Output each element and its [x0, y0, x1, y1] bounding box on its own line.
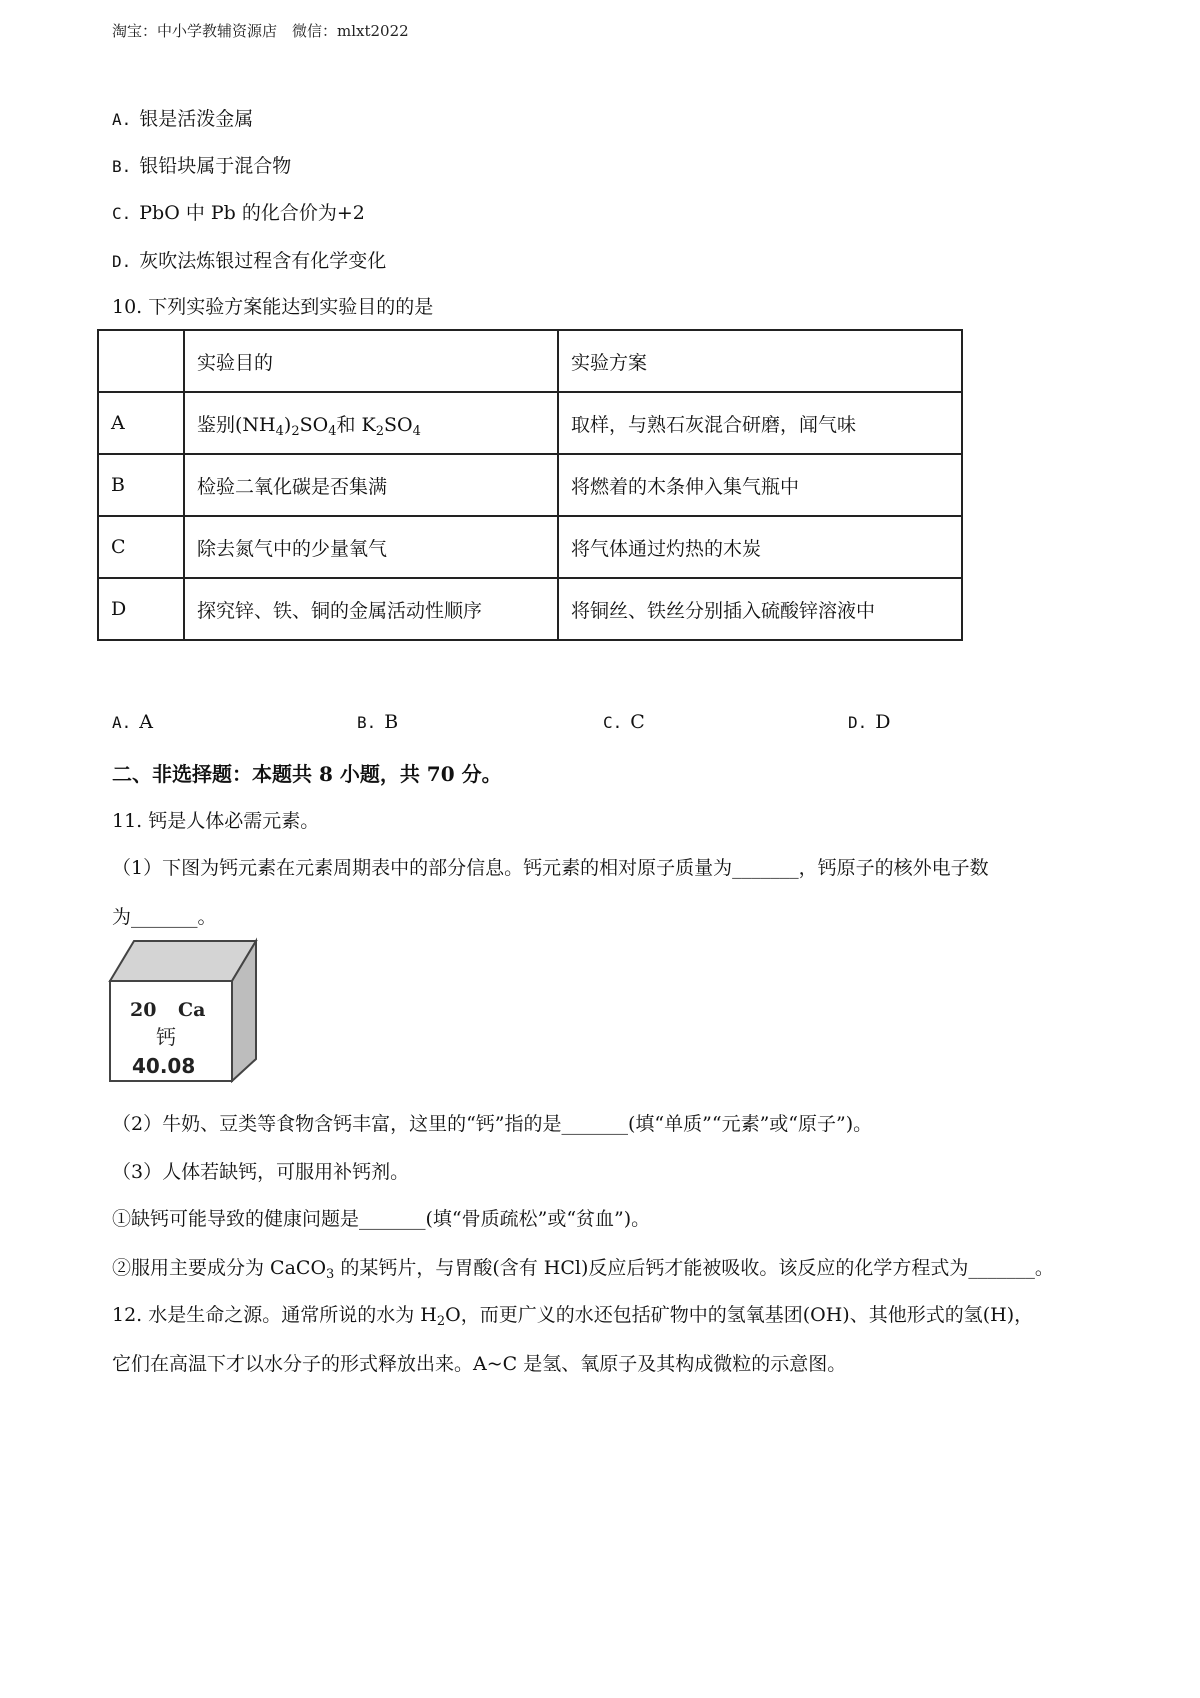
row-purpose: 探究锌、铁、铜的金属活动性顺序	[184, 578, 558, 640]
element-symbol: Ca	[178, 999, 206, 1021]
option-text: PbO 中 Pb 的化合价为+2	[139, 202, 365, 224]
option-letter: D.	[112, 252, 132, 271]
q10-answer-c	[603, 711, 645, 733]
q11-part3-1: ①缺钙可能导致的健康问题是_______(填“骨质疏松”或“贫血”)。	[112, 1208, 651, 1230]
element-name: 钙	[156, 1025, 176, 1049]
table-header-cell: 实验目的	[184, 330, 558, 392]
calcium-element-cube	[108, 937, 258, 1083]
row-purpose: 鉴别$(NH_4)_2SO_4$和 $K_2SO_4$	[184, 392, 558, 454]
row-label: D	[98, 578, 184, 640]
element-number: 20	[130, 999, 157, 1021]
section-title: 二、非选择题：本题共 8 小题，共 70 分。	[112, 762, 502, 786]
option-text: C	[630, 711, 645, 733]
row-purpose: 检验二氧化碳是否集满	[184, 454, 558, 516]
option-letter: B.	[112, 157, 132, 176]
q9-option-c	[112, 198, 365, 225]
q10-answer-d	[848, 711, 891, 733]
option-text: 灰吹法炼银过程含有化学变化	[139, 250, 387, 272]
q11-part3-2: ②服用主要成分为 CaCO$_3$ 的某钙片，与胃酸(含有 HCl)反应后钙才能被吸收。该反应的化学方程式为_______。	[112, 1257, 1054, 1282]
option-text: B	[384, 711, 399, 733]
q11-part1-line1: （1）下图为钙元素在元素周期表中的部分信息。钙元素的相对原子质量为_______，钙原子的核外电子数	[112, 857, 989, 879]
row-label: C	[98, 516, 184, 578]
element-mass: 40.08	[132, 1054, 196, 1078]
row-label: A	[98, 392, 184, 454]
q11-part2: （2）牛奶、豆类等食物含钙丰富，这里的“钙”指的是_______(填“单质”“元素”或“原子”)。	[112, 1113, 873, 1135]
q9-option-d	[112, 246, 386, 273]
option-text: D	[875, 711, 891, 733]
option-letter: B.	[357, 713, 377, 732]
row-plan: 将铜丝、铁丝分别插入硫酸锌溶液中	[558, 578, 962, 640]
option-text: A	[139, 711, 153, 733]
option-letter: A.	[112, 110, 132, 129]
q11-part3: （3）人体若缺钙，可服用补钙剂。	[112, 1161, 410, 1183]
table-header-cell: 实验方案	[558, 330, 962, 392]
option-text: 银铅块属于混合物	[139, 155, 292, 177]
row-label: B	[98, 454, 184, 516]
q11-stem: 11. 钙是人体必需元素。	[112, 810, 320, 832]
row-plan: 将气体通过灼热的木炭	[558, 516, 962, 578]
q10-answer-b	[357, 711, 398, 733]
table-row	[98, 454, 962, 516]
option-text: 银是活泼金属	[139, 108, 254, 130]
table-row	[98, 516, 962, 578]
option-letter: C.	[112, 204, 132, 223]
q10-answer-a	[112, 711, 153, 733]
option-letter: D.	[848, 713, 868, 732]
q9-option-b	[112, 151, 291, 178]
row-purpose: 除去氮气中的少量氧气	[184, 516, 558, 578]
row-plan: 取样，与熟石灰混合研磨，闻气味	[558, 392, 962, 454]
table-row	[98, 578, 962, 640]
q9-option-a	[112, 104, 253, 131]
table-header-cell	[98, 330, 184, 392]
q12-line1: 12. 水是生命之源。通常所说的水为 $H_2O$，而更广义的水还包括矿物中的氢氧基团(OH)、其他形式的氢(H)，	[112, 1304, 1034, 1329]
option-letter: A.	[112, 713, 132, 732]
experiment-table	[97, 329, 963, 641]
table-row	[98, 392, 962, 454]
q11-part1-line2: 为_______。	[112, 906, 217, 928]
q10-stem: 10. 下列实验方案能达到实验目的的是	[112, 296, 434, 318]
page-header: 淘宝：中小学教辅资源店 微信：mlxt2022	[112, 22, 409, 40]
option-letter: C.	[603, 713, 623, 732]
q12-line2: 它们在高温下才以水分子的形式释放出来。A~C 是氢、氧原子及其构成微粒的示意图。	[112, 1353, 847, 1375]
row-plan: 将燃着的木条伸入集气瓶中	[558, 454, 962, 516]
table-header-row	[98, 330, 962, 392]
